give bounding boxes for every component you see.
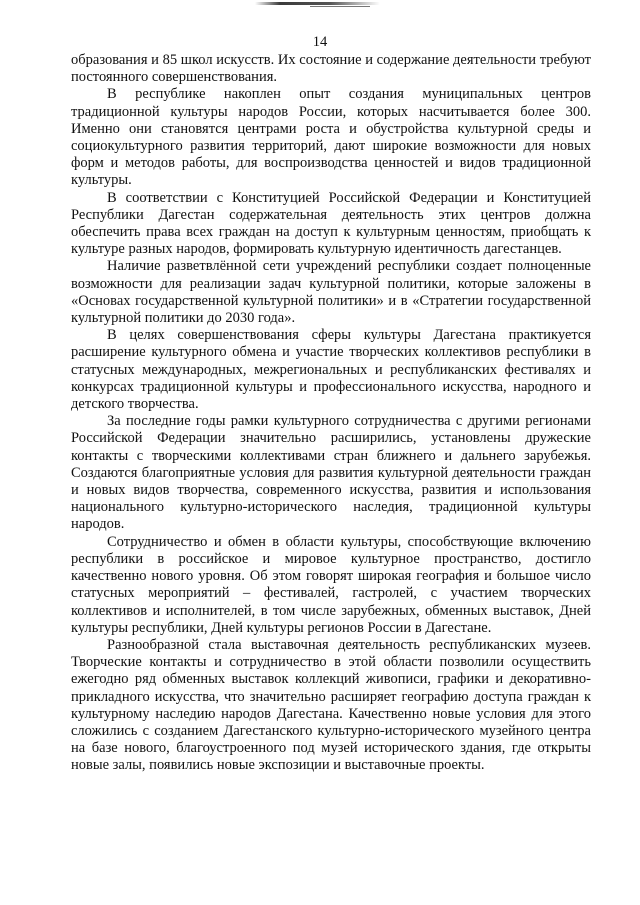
paragraph: образования и 85 школ искусств. Их состояние и содержание деятельности требуют постоянного совершенствования. xyxy=(71,52,591,86)
paragraph: В целях совершенствования сферы культуры Дагестана практикуется расширение культурного обмена и участие творческих коллективов республики в статусных международных, межрегиональных и республиканских фестивалях и конкурсах традиционной культуры и профессионального искусства, народного и детского творчества. xyxy=(71,327,591,413)
paragraph: За последние годы рамки культурного сотрудничества с другими регионами Российской Федерации значительно расширились, установлены дружеские контакты с творческими коллективами стран ближнего и дальнего зарубежья. Создаются благоприятные условия для развития культурной деятельности граждан и новых видов творчества, современного искусства, развития и использования национального культурно-исторического наследия, традиционной культуры народов. xyxy=(71,413,591,533)
document-body xyxy=(71,52,591,775)
scan-artifact xyxy=(255,2,380,5)
paragraph: Сотрудничество и обмен в области культуры, способствующие включению республики в российское и мировое культурное пространство, достигло качественно нового уровня. Об этом говорят широкая география и большое число статусных мероприятий – фестивалей, гастролей, с участием творческих коллективов и исполнителей, в том числе зарубежных, обменных выставок, Дней культуры республики, Дней культуры регионов России в Дагестане. xyxy=(71,533,591,636)
paragraph: В соответствии с Конституцией Российской Федерации и Конституцией Республики Дагестан содержательная деятельность этих центров должна обеспечить права всех граждан на доступ к культурным ценностям, приобщать к культуре разных народов, формировать культурную идентичность дагестанцев. xyxy=(71,189,591,258)
paragraph: В республике накоплен опыт создания муниципальных центров традиционной культуры народов России, которых насчитывается более 300. Именно они становятся центрами роста и обустройства культурной среды и социокультурного развития территорий, дают широкие возможности для новых форм и методов работы, для воспроизводства ценностей и видов традиционной культуры. xyxy=(71,86,591,189)
paragraph: Разнообразной стала выставочная деятельность республиканских музеев. Творческие контакты и сотрудничество в этой области позволили осуществить ежегодно ряд обменных выставок коллекций живописи, графики и декоративно-прикладного искусства, что значительно расширяет географию доступа граждан к культурному наследию народов Дагестана. Качественно новые условия для этого сложились с созданием Дагестанского культурно-исторического музейного центра на базе нового, благоустроенного под музей исторического здания, где открыты новые залы, появились новые экспозиции и выставочные проекты. xyxy=(71,636,591,774)
paragraph: Наличие разветвлённой сети учреждений республики создает полноценные возможности для реализации задач культурной политики, которые заложены в «Основах государственной культурной политики» и в «Стратегии государственной культурной политики до 2030 года». xyxy=(71,258,591,327)
scan-artifact-tail xyxy=(310,6,370,7)
page-number: 14 xyxy=(312,34,328,50)
